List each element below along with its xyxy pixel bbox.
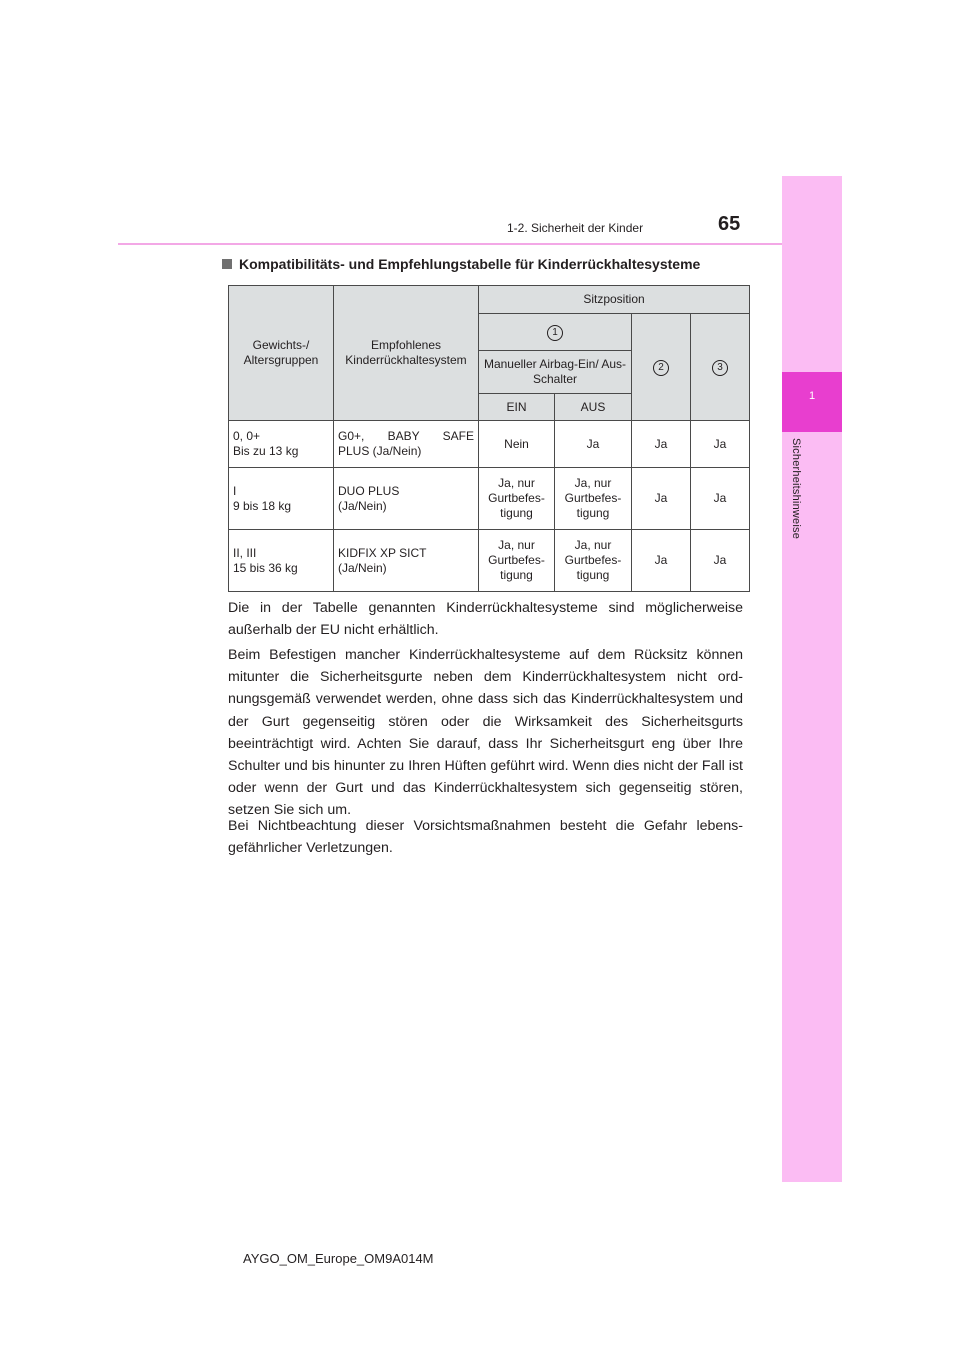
seat1-on-cell: Ja, nur Gurtbefes- tigung	[479, 530, 555, 592]
weight-group-cell: II, III 15 bis 36 kg	[229, 530, 334, 592]
chapter-side-strip	[782, 176, 842, 1182]
weight-group-cell: I 9 bis 18 kg	[229, 468, 334, 530]
section-heading	[222, 256, 700, 272]
header-recommended-system: Empfohlenes Kinderrückhaltesystem	[334, 286, 479, 421]
heading-square-icon	[222, 259, 232, 269]
recommended-system-cell: G0+, BABY SAFE PLUS (Ja/Nein)	[334, 421, 479, 468]
table-row	[229, 421, 750, 468]
recommended-system-cell: KIDFIX XP SICT (Ja/Nein)	[334, 530, 479, 592]
seat2-cell: Ja	[632, 468, 691, 530]
chapter-tab	[782, 372, 842, 432]
seat1-on-cell: Nein	[479, 421, 555, 468]
chapter-number: 1	[808, 390, 816, 402]
seat3-cell: Ja	[691, 530, 750, 592]
header-switch-on: EIN	[479, 394, 555, 421]
header-seat-3	[691, 314, 750, 421]
document-footer: AYGO_OM_Europe_OM9A014M	[243, 1251, 434, 1266]
table-row	[229, 530, 750, 592]
seat2-cell: Ja	[632, 421, 691, 468]
table-row	[229, 468, 750, 530]
seat-3-circle-icon: 3	[712, 360, 728, 376]
seat1-off-cell: Ja, nur Gurtbefes- tigung	[555, 468, 632, 530]
section-title: 1-2. Sicherheit der Kinder	[507, 221, 644, 235]
paragraph-warning: Bei Nichtbeachtung dieser Vorsichtsmaßnahmen besteht die Gefahr lebens- gefährlicher Verletzungen.	[228, 818, 743, 857]
weight-group-cell: 0, 0+ Bis zu 13 kg	[229, 421, 334, 468]
header-rule	[118, 243, 782, 245]
heading-text: Kompatibilitäts- und Empfehlungstabelle für Kinderrückhaltesysteme	[239, 256, 701, 272]
header-switch-off: AUS	[555, 394, 632, 421]
page-number: 65	[718, 213, 741, 235]
paragraph-fastening: Beim Befestigen mancher Kinderrückhaltesysteme auf dem Rücksitz können mitunter die Sicherheitsgurte neben dem Kinderrückhaltesystem nicht ord- nungsgemäß verwendet werden, ohne dass sich das Kinderrückhaltesystem und der Gurt gegenseitig stören oder die Wirksamkeit des Sicherheitsgurts beeinträchtigt wird. Achten Sie darauf, dass Ihr Sicherheitsgurt eng über Ihre Schulter und bis hinunter zu Ihren Hüften geführt wird. Wenn dies nicht der Fall ist oder wenn der Gurt und das Kinderrückhaltesystem sich gegenseitig stören, setzen Sie sich um.	[228, 647, 743, 819]
header-airbag-switch: Manueller Airbag-Ein/ Aus-Schalter	[479, 351, 632, 394]
compatibility-table	[228, 285, 750, 592]
seat3-cell: Ja	[691, 468, 750, 530]
seat-2-circle-icon: 2	[653, 360, 669, 376]
seat2-cell: Ja	[632, 530, 691, 592]
seat-1-circle-icon: 1	[547, 325, 563, 341]
header-seat-2	[632, 314, 691, 421]
seat1-on-cell: Ja, nur Gurtbefes- tigung	[479, 468, 555, 530]
header-seat-1	[479, 314, 632, 351]
recommended-system-cell: DUO PLUS (Ja/Nein)	[334, 468, 479, 530]
seat1-off-cell: Ja	[555, 421, 632, 468]
header-seat-position: Sitzposition	[479, 286, 750, 314]
header-weight-group: Gewichts-/ Altersgruppen	[229, 286, 334, 421]
seat1-off-cell: Ja, nur Gurtbefes- tigung	[555, 530, 632, 592]
paragraph-availability: Die in der Tabelle genannten Kinderrückhaltesysteme sind möglicherweise außerhalb der EU nicht erhältlich.	[228, 600, 743, 639]
seat3-cell: Ja	[691, 421, 750, 468]
chapter-label: Sicherheitshinweise	[790, 438, 802, 540]
